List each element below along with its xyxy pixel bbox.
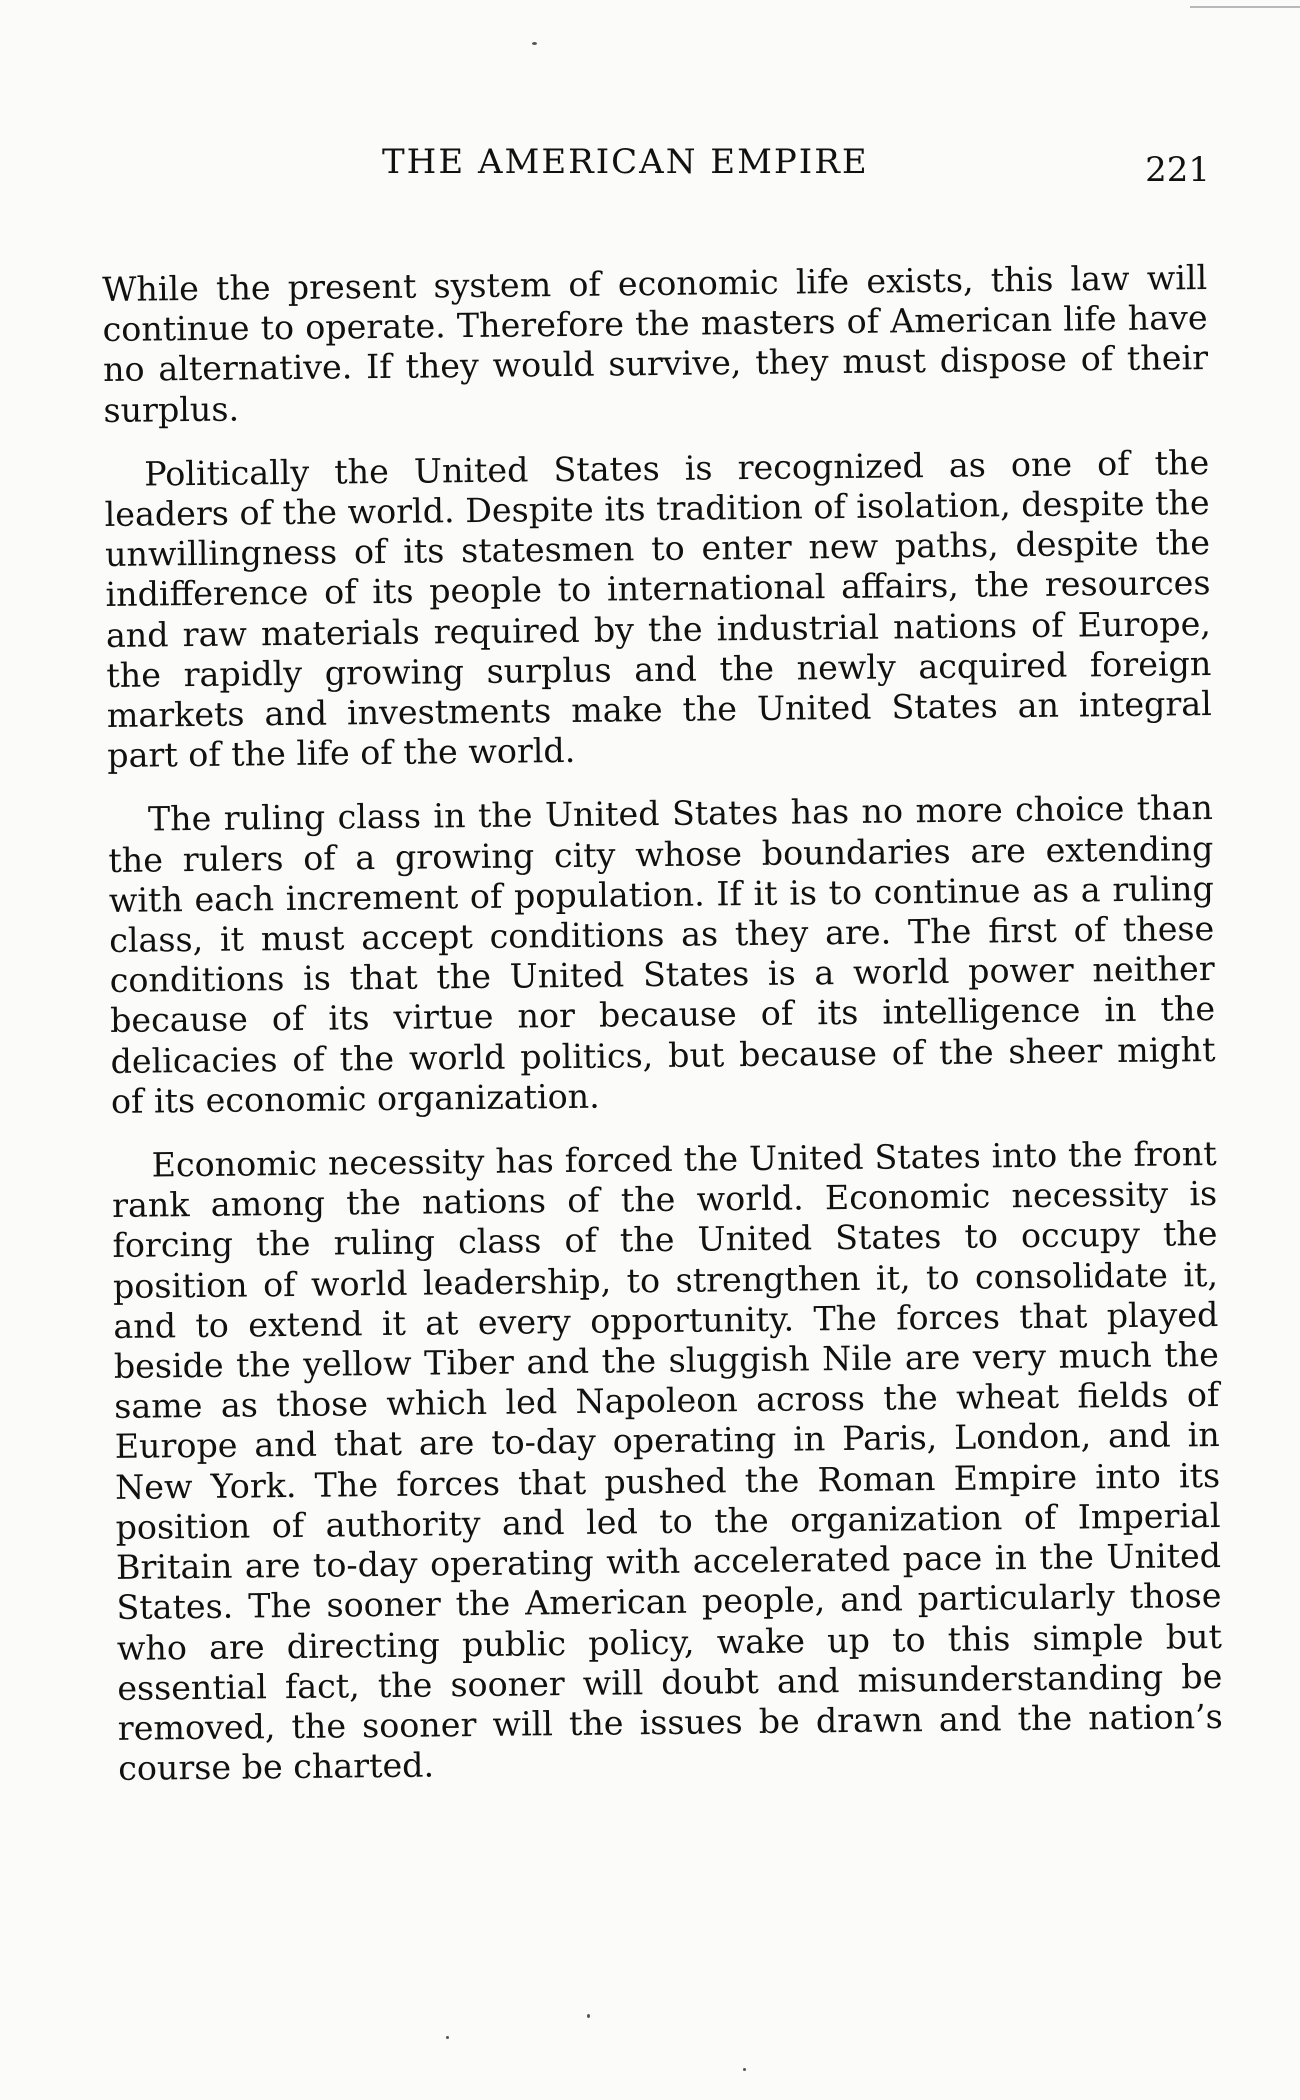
running-title: THE AMERICAN EMPIRE bbox=[382, 142, 869, 182]
paper-speck bbox=[743, 2068, 746, 2071]
paragraph: The ruling class in the United States has no more choice than the rulers of a growing city whose boundaries are extending with each increment of population. If it is to continue as a ruling class, it must accept conditions as they are. The first of these conditions is that the United States is a world power neither because of its virtue nor because of its intelligence in the delicacies of the world politics, but because of the sheer might of its economic organization. bbox=[108, 788, 1216, 1121]
paper-speck bbox=[446, 2036, 449, 2039]
paper-speck bbox=[532, 42, 537, 45]
paragraph: While the present system of economic life exists, this law will continue to operate. Therefore the masters of American life have no alternative. If they would survive, they must dispose of their surplus. bbox=[102, 258, 1209, 430]
page-number: 221 bbox=[1145, 150, 1210, 190]
running-head bbox=[100, 142, 1210, 202]
paragraph: Economic necessity has forced the United States into the front rank among the nations of the world. Economic necessity is forcing the ruling class of the United States to occupy the position of world leadership, to strengthen it, to consolidate it, and to extend it at every opportunity. The forces that played beside the yellow Tiber and the sluggish Nile are very much the same as those which led Napoleon across the wheat fields of Europe and that are to-day operating in Paris, London, and in New York. The forces that pushed the Roman Empire into its position of authority and led to the organization of Imperial Britain are to-day operating with accelerated pace in the United States. The sooner the American people, and particularly those who are directing public policy, wake up to this simple but essential fact, the sooner will doubt and misunderstanding be removed, the sooner will the issues be drawn and the nation’s course be charted. bbox=[111, 1134, 1223, 1789]
body-text bbox=[102, 258, 1223, 1789]
paragraph: Politically the United States is recognized as one of the leaders of the world. Despite its tradition of isolation, despite the unwillingness of its statesmen to enter new paths, despite the indifference of its people to international affairs, the resources and raw materials required by the industrial nations of Europe, the rapidly growing surplus and the newly acquired foreign markets and investments make the United States an integral part of the life of the world. bbox=[104, 442, 1212, 776]
paper-speck bbox=[587, 2014, 590, 2018]
page-edge-line bbox=[1190, 6, 1300, 8]
